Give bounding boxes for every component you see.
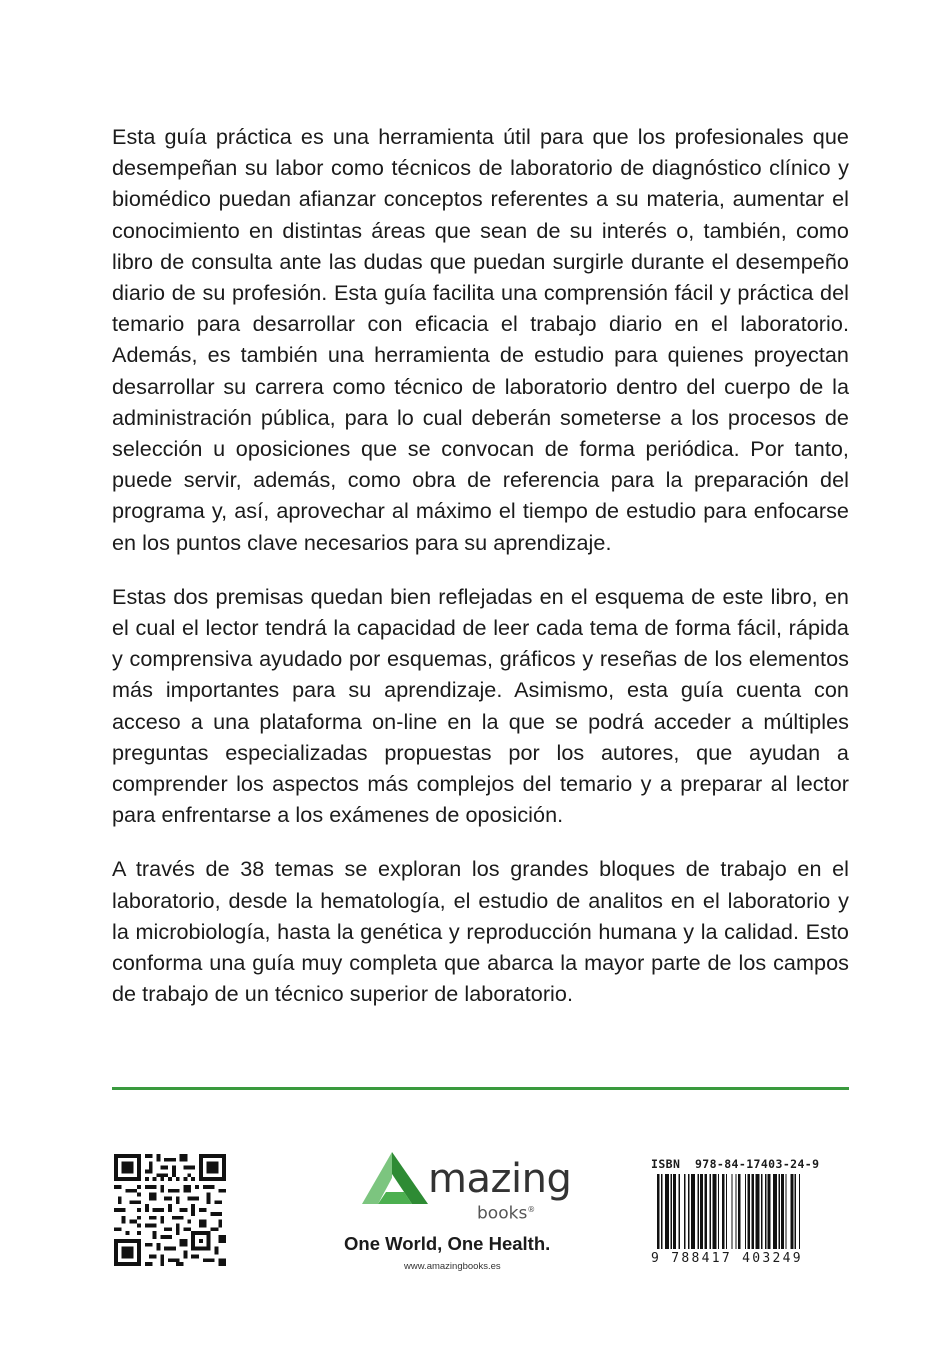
barcode-bar xyxy=(671,1174,672,1249)
barcode-bar xyxy=(752,1174,755,1249)
barcode-bar xyxy=(773,1174,777,1249)
barcode-bar xyxy=(761,1174,762,1249)
barcode-bar xyxy=(731,1174,732,1249)
barcode-bar xyxy=(712,1174,716,1249)
barcode-bar xyxy=(700,1174,703,1249)
barcode-bar xyxy=(768,1174,771,1249)
barcode-bar xyxy=(735,1174,736,1249)
barcode-bar xyxy=(657,1174,660,1249)
green-divider xyxy=(112,1087,849,1090)
logo-books-text: books xyxy=(477,1203,528,1224)
barcode-bar xyxy=(799,1174,800,1249)
barcode-bar xyxy=(665,1174,669,1249)
barcode-bar xyxy=(747,1174,750,1249)
logo-subword xyxy=(477,1200,535,1224)
registered-mark: ® xyxy=(527,1205,536,1214)
barcode-bar xyxy=(756,1174,760,1249)
barcode-bar xyxy=(673,1174,676,1249)
barcode-bar xyxy=(718,1174,719,1249)
publisher-tagline: One World, One Health. xyxy=(344,1233,551,1254)
blurb-paragraph-2: Estas dos premisas quedan bien reflejadas en el esquema de este libro, en el cual el lector tendrá la capacidad de leer cada tema de forma fácil, rápida y comprensiva ayudado por esquemas, gráficos y reseñas de los elementos más importantes para su aprendizaje. Asimismo, esta guía cuenta con acceso a una plataforma on-line en la que se podrá acceder a múltiples preguntas especializadas propuestas por los autores, que ayudan a comprender los aspectos más complejos del temario y a preparar al lector para enfrentarse a los exámenes de oposición. xyxy=(112,583,849,828)
qr-code-icon xyxy=(114,1154,226,1266)
barcode-bar xyxy=(745,1174,746,1249)
barcode-bar xyxy=(726,1174,727,1249)
barcode-bar xyxy=(684,1174,685,1249)
barcode-bar xyxy=(785,1174,786,1249)
barcode-bar xyxy=(679,1174,680,1249)
barcode-bar xyxy=(698,1174,699,1249)
barcode-bar xyxy=(795,1174,796,1249)
barcode-bar xyxy=(704,1174,707,1249)
isbn-digits: 9 788417 403249 xyxy=(651,1251,803,1266)
barcode-icon xyxy=(651,1174,851,1249)
barcode-bar xyxy=(710,1174,711,1249)
barcode-bar xyxy=(688,1174,689,1249)
barcode-bar xyxy=(791,1174,794,1249)
blurb-paragraph-3: A través de 38 temas se exploran los grandes bloques de trabajo en el laboratorio, desde la hematología, el estudio de analitos en el laboratorio y la microbiología, hasta la genética y reproducción humana y la calidad. Esto conforma una guía muy completa que abarca la mayor parte de los campos de trabajo de un técnico superior de laboratorio. xyxy=(112,856,849,1007)
isbn-barcode-block xyxy=(651,1157,851,1269)
amazing-books-logo-icon xyxy=(358,1150,432,1208)
publisher-url: www.amazingbooks.es xyxy=(404,1261,501,1272)
barcode-bar xyxy=(691,1174,695,1249)
logo-wordmark: mazing xyxy=(428,1156,572,1202)
barcode-bar xyxy=(722,1174,725,1249)
barcode-bar xyxy=(661,1174,662,1249)
blurb-paragraph-1: Esta guía práctica es una herramienta útil para que los profesionales que desempeñan su labor como técnicos de laboratorio de diagnóstico clínico y biomédico puedan afianzar conceptos referentes a su materia, aumentar el conocimiento en distintas áreas que sean de su interés o, también, como libro de consulta ante las dudas que puedan surgirle durante el desempeño diario de su profesión. Esta guía facilita una comprensión fácil y práctica del temario para desarrollar con eficacia el trabajo diario en el laboratorio. Además, es también una herramienta de estudio para quienes proyectan desarrollar su carrera como técnico de laboratorio dentro del cuerpo de la administración pública, para lo cual deberán someterse a los procesos de selección u oposiciones que se convocan de forma periódica. Por tanto, puede servir, además, como obra de referencia para la preparación del programa y, así, aprovechar al máximo el tiempo de estudio para enfocarse en los puntos clave necesarios para su aprendizaje. xyxy=(112,124,849,555)
barcode-bar xyxy=(779,1174,780,1249)
barcode-bar xyxy=(781,1174,784,1249)
isbn-label: ISBN 978-84-17403-24-9 xyxy=(651,1157,820,1171)
barcode-bar xyxy=(738,1174,741,1249)
barcode-bar xyxy=(765,1174,766,1249)
back-cover-blurb xyxy=(112,121,849,1032)
